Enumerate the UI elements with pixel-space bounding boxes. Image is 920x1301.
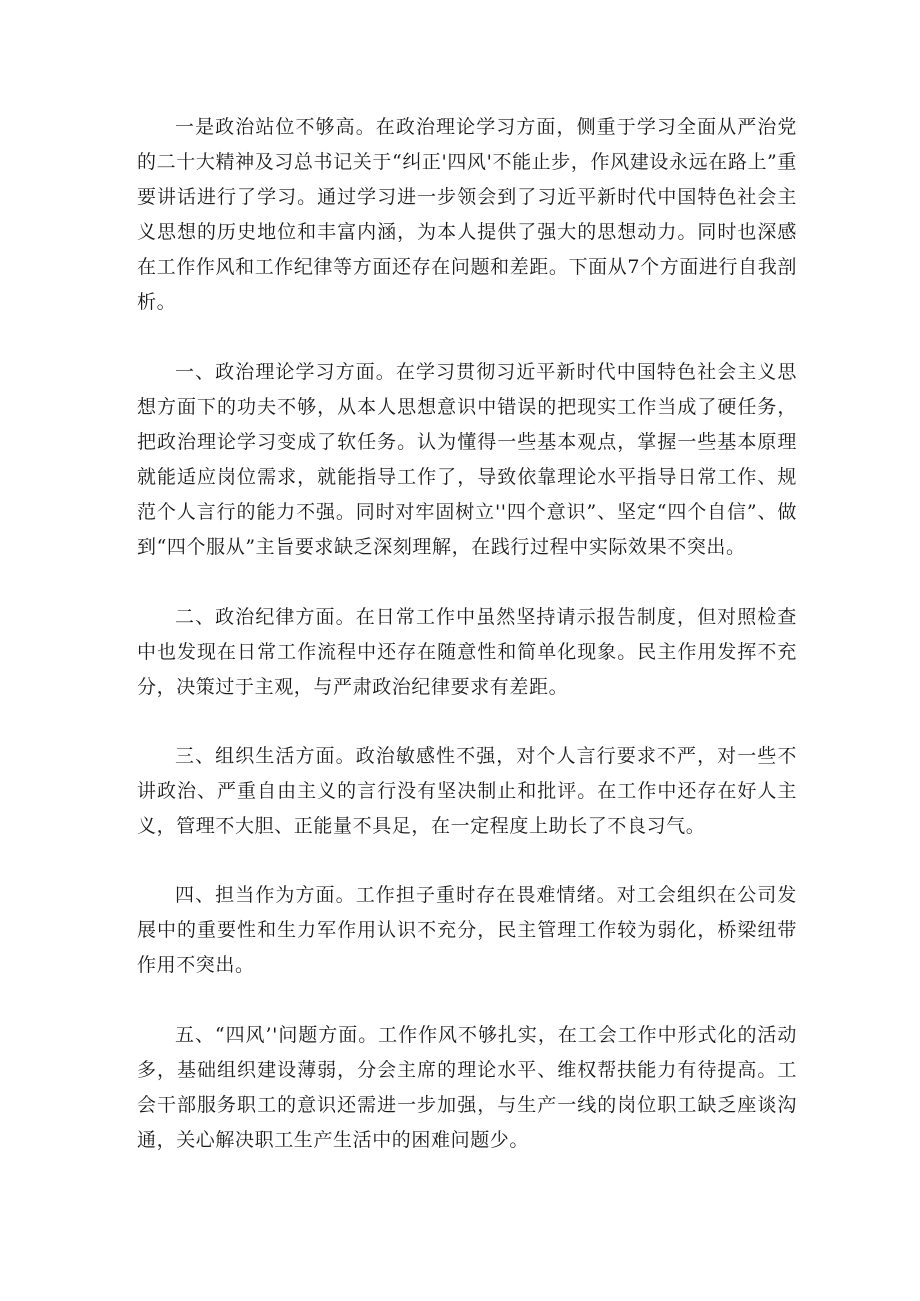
paragraph-responsibility: 四、担当作为方面。工作担子重时存在畏难情绪。对工会组织在公司发展中的重要性和生力军作用认识不充分，民主管理工作较为弱化，桥梁纽带作用不突出。 [137,884,797,976]
paragraph-political-stance: 一是政治站位不够高。在政治理论学习方面，侧重于学习全面从严治党的二十大精神及习总书记关于“纠正'四风'不能止步，作风建设永远在路上”重要讲话进行了学习。通过学习进一步领会到了习近平新时代中国特色社会主义思想的历史地位和丰富内涵，为本人提供了强大的思想动力。同时也深感在工作作风和工作纪律等方面还存在问题和差距。下面从7个方面进行自我剖析。 [137,116,797,313]
paragraph-theory-study: 一、政治理论学习方面。在学习贯彻习近平新时代中国特色社会主义思想方面下的功夫不够，从本人思想意识中错误的把现实工作当成了硬任务，把政治理论学习变成了软任务。认为懂得一些基本观点，掌握一些基本原理就能适应岗位需求，就能指导工作了，导致依靠理论水平指导日常工作、规范个人言行的能力不强。同时对牢固树立''四个意识”、坚定“四个自信”、做到“四个服从”主旨要求缺乏深刻理解，在践行过程中实际效果不突出。 [137,361,797,558]
paragraph-four-winds: 五、“四风’'问题方面。工作作风不够扎实，在工会工作中形式化的活动多，基础组织建设薄弱，分会主席的理论水平、维权帮扶能力有待提高。工会干部服务职工的意识还需进一步加强，与生产一线的岗位职工缺乏座谈沟通，关心解决职工生产生活中的困难问题少。 [137,1024,797,1151]
document-body [137,110,797,1158]
paragraph-organizational-life: 三、组织生活方面。政治敏感性不强，对个人言行要求不严，对一些不讲政治、严重自由主义的言行没有坚决制止和批评。在工作中还存在好人主义，管理不大胆、正能量不具足，在一定程度上助长了不良习气。 [137,745,797,837]
paragraph-political-discipline: 二、政治纪律方面。在日常工作中虽然坚持请示报告制度，但对照检查中也发现在日常工作流程中还存在随意性和简单化现象。民主作用发挥不充分，决策过于主观，与严肃政治纪律要求有差距。 [137,606,797,698]
